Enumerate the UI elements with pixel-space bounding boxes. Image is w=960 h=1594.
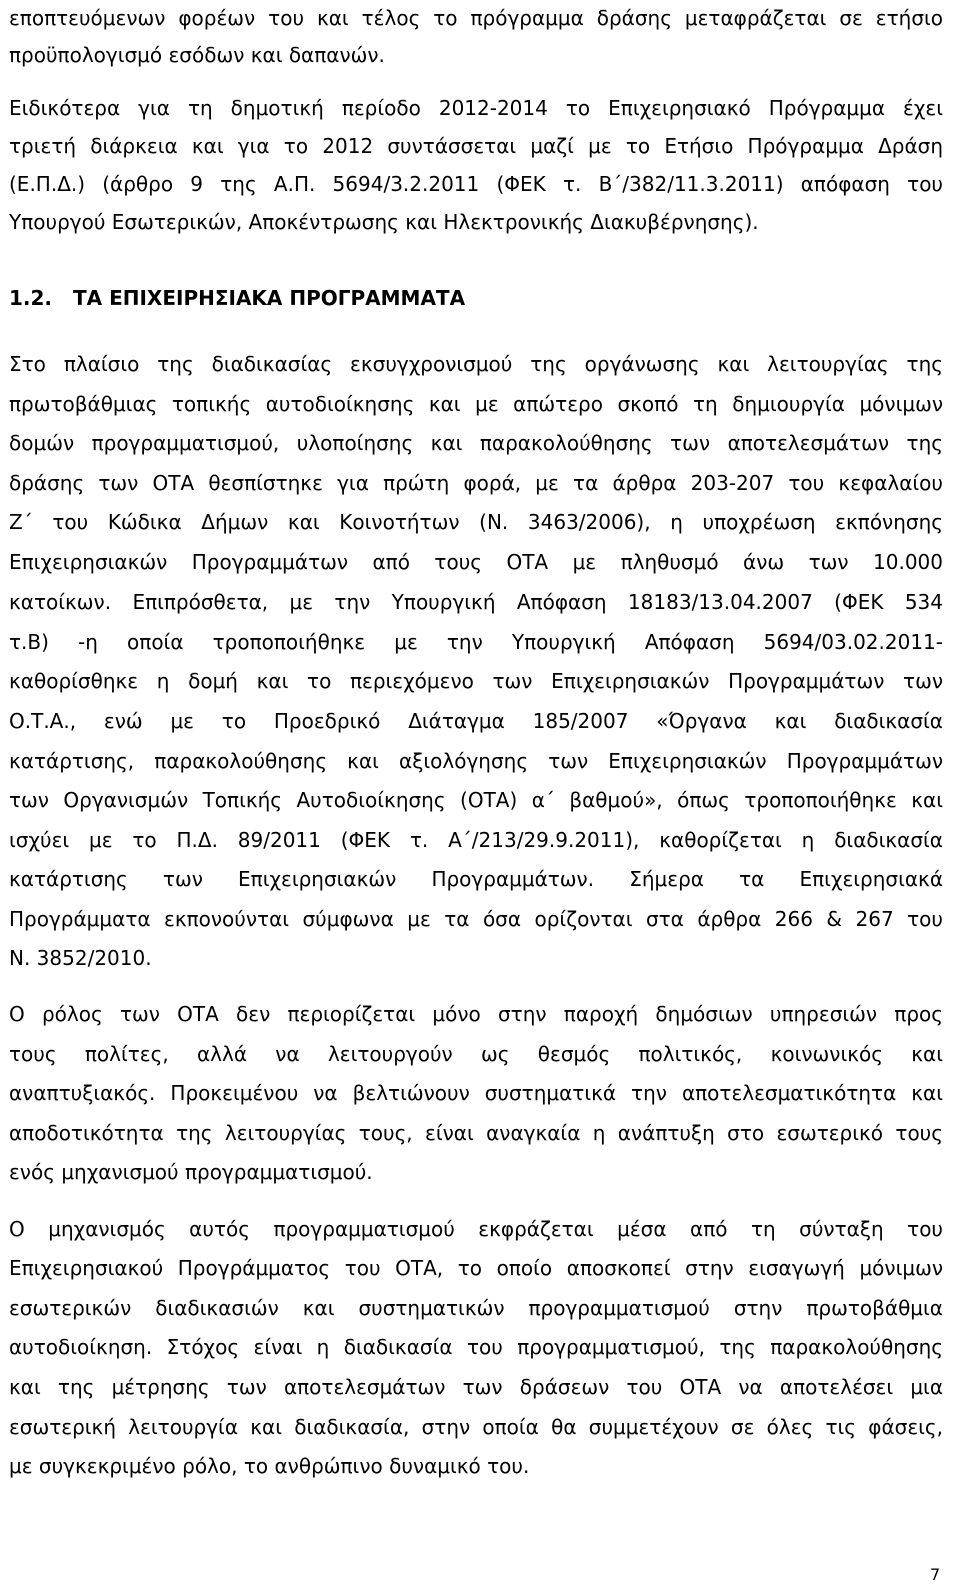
paragraph-line: Ειδικότερα για τη δημοτική περίοδο 2012-2014 το Επιχειρησιακό Πρόγραμμα έχει [9, 96, 943, 120]
page-number: 7 [930, 1565, 941, 1584]
paragraph-line: Ο.Τ.Α., ενώ με το Προεδρικό Διάταγμα 185/2007 «Όργανα και διαδικασία [9, 709, 943, 733]
paragraph-line: Προγράμματα εκπονούνται σύμφωνα με τα όσα ορίζονται στα άρθρα 266 & 267 του [9, 907, 943, 931]
paragraph-line: Ο ρόλος των ΟΤΑ δεν περιορίζεται μόνο στην παροχή δημόσιων υπηρεσιών προς [9, 1002, 943, 1026]
paragraph-line: εσωτερική λειτουργία και διαδικασία, στην οποία θα συμμετέχουν σε όλες τις φάσεις, [9, 1415, 943, 1439]
paragraph-line: εποπτευόμενων φορέων του και τέλος το πρόγραμμα δράσης μεταφράζεται σε ετήσιο [9, 6, 943, 30]
paragraph-line: δομών προγραμματισμού, υλοποίησης και παρακολούθησης των αποτελεσμάτων της [9, 431, 943, 455]
paragraph-line: πρωτοβάθμιας τοπικής αυτοδιοίκησης και με απώτερο σκοπό τη δημιουργία μόνιμων [9, 392, 943, 416]
section-number: 1.2. [9, 286, 53, 310]
paragraph-line: αποδοτικότητα της λειτουργίας τους, είναι αναγκαία η ανάπτυξη στο εσωτερικό τους [9, 1121, 943, 1145]
paragraph-line: Επιχειρησιακών Προγραμμάτων από τους ΟΤΑ με πληθυσμό άνω των 10.000 [9, 550, 943, 574]
paragraph-line: προϋπολογισμό εσόδων και δαπανών. [9, 43, 385, 67]
paragraph-line: αυτοδιοίκηση. Στόχος είναι η διαδικασία του προγραμματισμού, της παρακολούθησης [9, 1335, 943, 1359]
paragraph-line: Ο μηχανισμός αυτός προγραμματισμού εκφράζεται μέσα από τη σύνταξη του [9, 1217, 943, 1241]
paragraph-line: αναπτυξιακός. Προκειμένου να βελτιώνουν συστηματικά την αποτελεσματικότητα και [9, 1081, 943, 1105]
paragraph-line: δράσης των ΟΤΑ θεσπίστηκε για πρώτη φορά, με τα άρθρα 203-207 του κεφαλαίου [9, 471, 943, 495]
paragraph-line: και της μέτρησης των αποτελεσμάτων των δράσεων του ΟΤΑ να αποτελέσει μια [9, 1375, 943, 1399]
section-heading [9, 286, 465, 310]
paragraph-line: Ν. 3852/2010. [9, 946, 152, 970]
paragraph-line: εσωτερικών διαδικασιών και συστηματικών προγραμματισμού στην πρωτοβάθμια [9, 1296, 943, 1320]
paragraph-line: κατάρτισης των Επιχειρησιακών Προγραμμάτων. Σήμερα τα Επιχειρησιακά [9, 867, 943, 891]
paragraph-line: κατοίκων. Επιπρόσθετα, με την Υπουργική Απόφαση 18183/13.04.2007 (ΦΕΚ 534 [9, 590, 943, 614]
paragraph-line: Επιχειρησιακού Προγράμματος του ΟΤΑ, το οποίο αποσκοπεί στην εισαγωγή μόνιμων [9, 1256, 943, 1280]
paragraph-line: Στο πλαίσιο της διαδικασίας εκσυγχρονισμού της οργάνωσης και λειτουργίας της [9, 352, 943, 376]
paragraph-line: τ.Β) -η οποία τροποποιήθηκε με την Υπουργική Απόφαση 5694/03.02.2011- [9, 630, 943, 654]
paragraph-line: τους πολίτες, αλλά να λειτουργούν ως θεσμός πολιτικός, κοινωνικός και [9, 1042, 943, 1066]
paragraph-line: με συγκεκριμένο ρόλο, το ανθρώπινο δυναμικό του. [9, 1454, 530, 1478]
paragraph-line: Ζ΄ του Κώδικα Δήμων και Κοινοτήτων (Ν. 3463/2006), η υποχρέωση εκπόνησης [9, 510, 943, 534]
paragraph-line: (Ε.Π.Δ.) (άρθρο 9 της Α.Π. 5694/3.2.2011 (ΦΕΚ τ. Β΄/382/11.3.2011) απόφαση του [9, 172, 943, 196]
paragraph-line: των Οργανισμών Τοπικής Αυτοδιοίκησης (ΟΤΑ) α΄ βαθμού», όπως τροποποιήθηκε και [9, 788, 943, 812]
paragraph-line: ενός μηχανισμού προγραμματισμού. [9, 1160, 373, 1184]
section-title: ΤΑ ΕΠΙΧΕΙΡΗΣΙΑΚΑ ΠΡΟΓΡΑΜΜΑΤΑ [73, 286, 466, 310]
paragraph-line: κατάρτισης, παρακολούθησης και αξιολόγησης των Επιχειρησιακών Προγραμμάτων [9, 749, 943, 773]
paragraph-line: ισχύει με το Π.Δ. 89/2011 (ΦΕΚ τ. Α΄/213/29.9.2011), καθορίζεται η διαδικασία [9, 828, 943, 852]
paragraph-line: καθορίσθηκε η δομή και το περιεχόμενο των Επιχειρησιακών Προγραμμάτων των [9, 669, 943, 693]
paragraph-line: τριετή διάρκεια και για το 2012 συντάσσεται μαζί με το Ετήσιο Πρόγραμμα Δράση [9, 134, 943, 158]
paragraph-line: Υπουργού Εσωτερικών, Αποκέντρωσης και Ηλεκτρονικής Διακυβέρνησης). [9, 210, 759, 234]
